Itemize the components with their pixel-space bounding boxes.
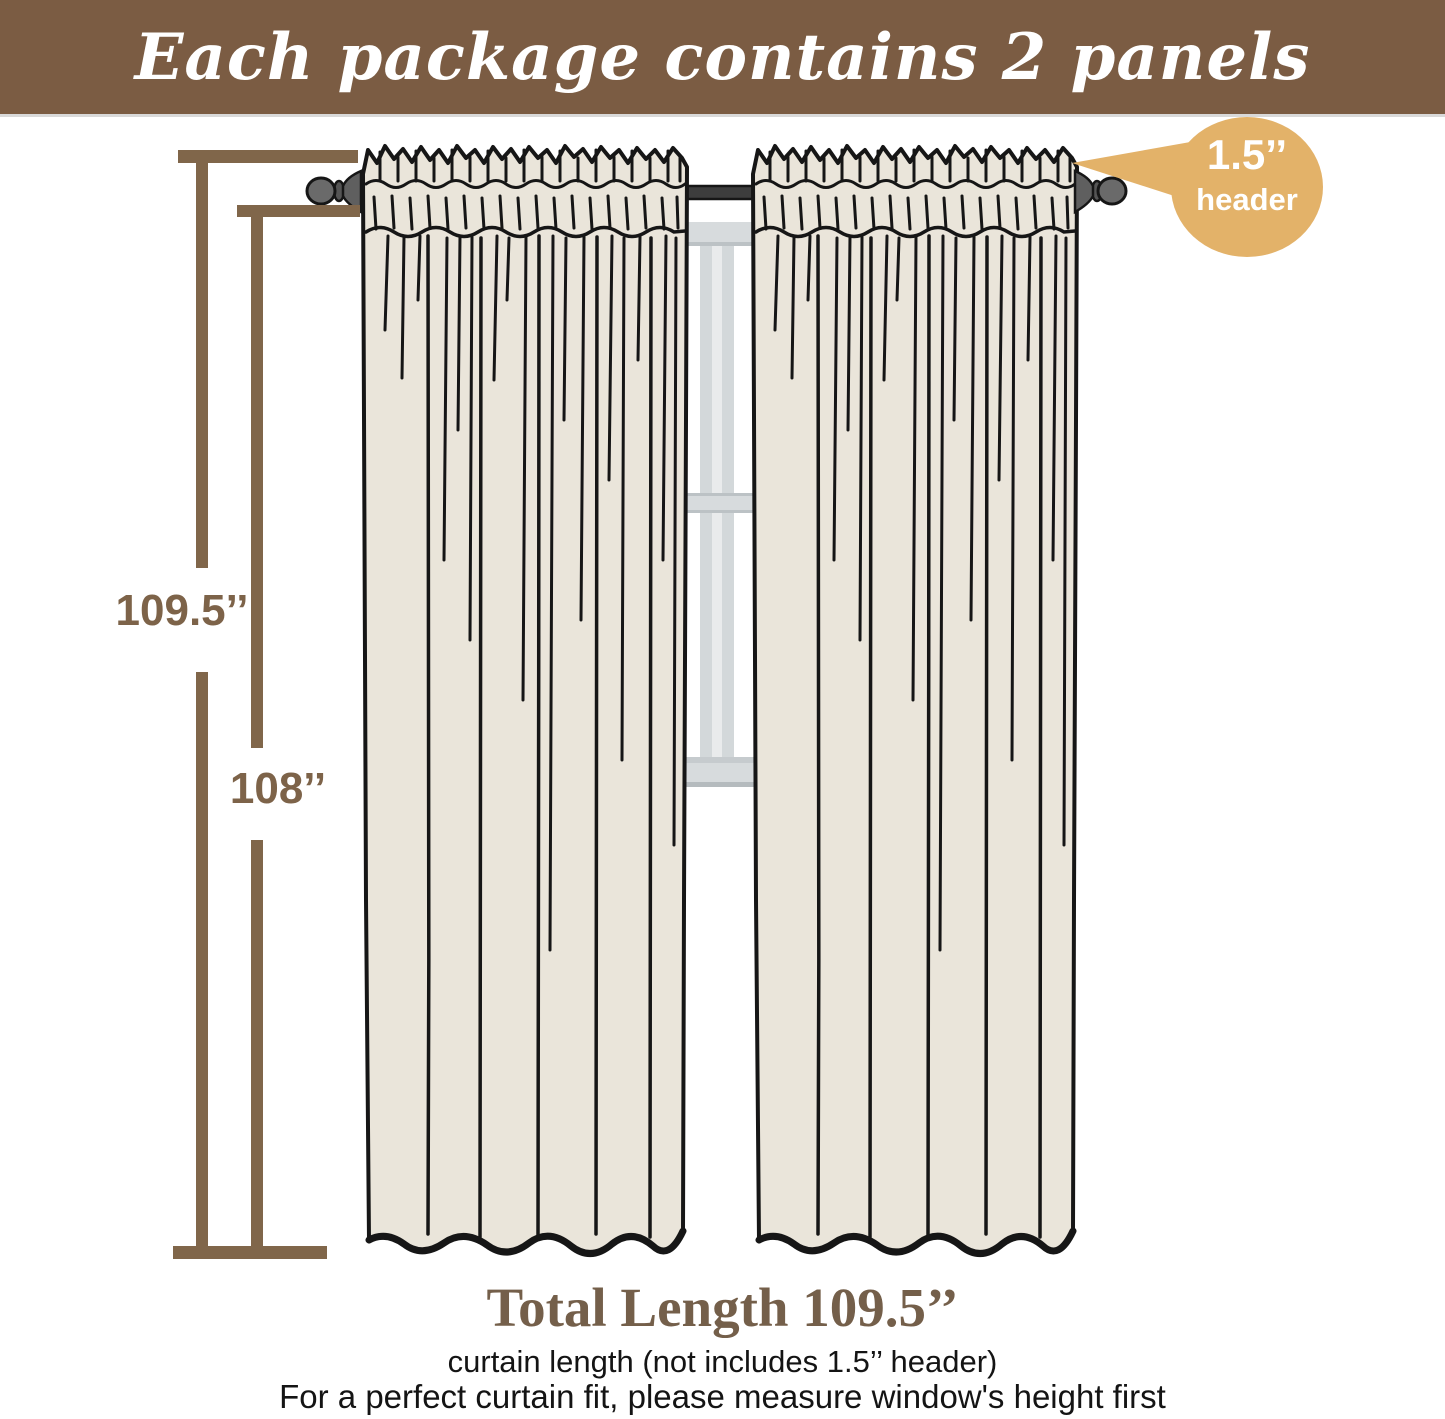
measure-bracket-lines (173, 150, 360, 1259)
curtain-panel-right (753, 146, 1077, 1254)
banner-text: Each package contains 2 panels (134, 19, 1311, 95)
callout-header-label: header (1196, 182, 1298, 217)
curtain-length-subtitle: curtain length (not includes 1.5’’ header) (447, 1344, 998, 1379)
callout-header-size: 1.5’’ (1206, 131, 1288, 178)
total-length-title: Total Length 109.5’’ (486, 1277, 959, 1338)
measure-advice-note: For a perfect curtain fit, please measure window's height first (279, 1378, 1166, 1415)
measure-label-total-length: 109.5’’ (115, 586, 249, 635)
measure-label-curtain-length: 108’’ (229, 764, 327, 813)
curtain-panel-left (363, 146, 687, 1254)
